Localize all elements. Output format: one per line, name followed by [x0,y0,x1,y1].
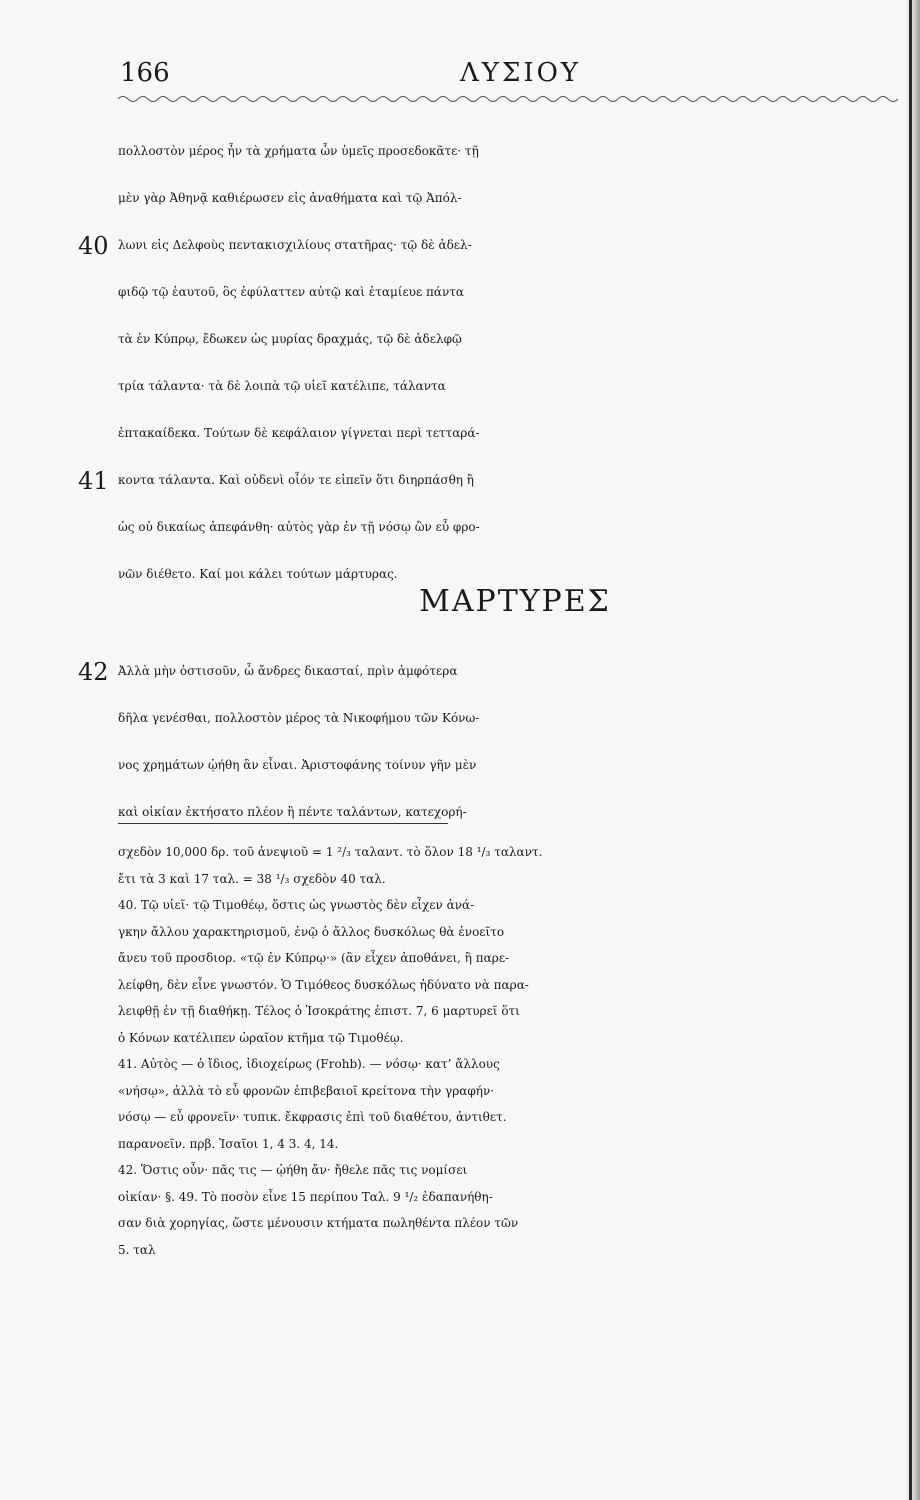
footnote-line: 40. Τῷ υἱεῖ· τῷ Τιμοθέῳ, ὅστις ὡς γνωστὸς δὲν εἶχεν ἀνά- [118,898,475,912]
main-text-continued [78,648,904,836]
footnote-line: νόσῳ — εὖ φρονεῖν· τυπικ. ἔκφρασις ἐπὶ τοῦ διαθέτου, ἀντιθετ. [118,1110,507,1124]
margin-number: 40 [78,232,109,260]
footnote-line: ὁ Κόνων κατέλιπεν ὡραῖον κτῆμα τῷ Τιμοθέῳ. [118,1030,404,1045]
text-line: φιδῷ τῷ ἑαυτοῦ, ὃς ἐφύλαττεν αὐτῷ καὶ ἐταμίευε πάντα [118,285,465,299]
text-line-content: λωνι εἰς Δελφοὺς πεντακισχιλίους στατῆρας· τῷ δὲ ἀδελ- [118,238,472,252]
text-line [78,222,904,269]
footnote-line: 41. Αὐτὸς — ὁ ἴδιος, ἰδιοχείρως (Frohb). — νόσῳ· κατ’ ἄλλους [118,1057,500,1071]
main-text [78,128,904,598]
page-edge [909,0,912,1500]
text-line: ὡς οὐ δικαίως ἀπεφάνθη· αὐτὸς γὰρ ἐν τῇ νόσῳ ὢν εὖ φρο- [118,520,480,534]
running-header [120,58,900,94]
footnote-line: ἔτι τὰ 3 καὶ 17 ταλ. = 38 ¹/₃ σχεδὸν 40 ταλ. [118,871,386,886]
text-line-content: Ἀλλὰ μὴν ὁστισοῦν, ὦ ἄνδρες δικασταί, πρὶν ἀμφότερα [118,664,458,678]
margin-number: 42 [78,658,109,686]
footnote-line: ἄνευ τοῦ προσδιορ. «τῷ ἐν Κύπρῳ·» (ἂν εἶχεν ἀποθάνει, ἢ παρε- [118,951,510,965]
footnote-line: σχεδὸν 10,000 δρ. τοῦ ἀνεψιοῦ = 1 ²/₃ ταλαντ. τὸ ὅλον 18 ¹/₃ ταλαντ. [118,845,543,859]
section-heading: ΜΑΡΤΥΡΕΣ [419,584,611,619]
footnote-line: «νήσῳ», ἀλλὰ τὸ εὖ φρονῶν ἐπιβεβαιοῖ κρείτονα τὴν γραφήν· [118,1083,495,1098]
margin-number: 41 [78,467,109,495]
footnote-line: 5. ταλ [118,1242,156,1257]
footnote-line: γκην ἄλλου χαρακτηρισμοῦ, ἐνῷ ὁ ἄλλος δυσκόλως θὰ ἐνοεῖτο [118,924,505,939]
text-line: τρία τάλαντα· τὰ δὲ λοιπὰ τῷ υἱεῖ κατέλιπε, τάλαντα [118,379,446,393]
text-line [78,648,904,695]
text-line: νος χρημάτων ᾠήθη ἂν εἶναι. Ἀριστοφάνης τοίνυν γῆν μὲν [118,758,477,772]
text-line: πολλοστὸν μέρος ἦν τὰ χρήματα ὧν ὑμεῖς προσεδοκᾶτε· τῇ [118,144,479,158]
text-line: μὲν γὰρ Ἀθηνᾷ καθιέρωσεν εἰς ἀναθήματα καὶ τῷ Ἀπόλ- [118,191,462,205]
running-title: ΛΥΣΙΟΥ [460,58,582,88]
footnote-line: παρανοεῖν. πρβ. Ἰσαῖοι 1, 4 3. 4, 14. [118,1136,339,1151]
footnote-line: λείφθη, δὲν εἶνε γνωστόν. Ὁ Τιμόθεος δυσκόλως ἠδύνατο νὰ παρα- [118,977,529,992]
footnote-line: λειφθῇ ἐν τῇ διαθήκῃ. Τέλος ὁ Ἰσοκράτης ἐπιστ. 7, 6 μαρτυρεῖ ὅτι [118,1004,520,1018]
text-line [78,457,904,504]
footnote-line: σαν διὰ χορηγίας, ὥστε μένουσιν κτήματα πωληθέντα πλέον τῶν [118,1216,519,1230]
text-line: τὰ ἐν Κύπρῳ, ἔδωκεν ὡς μυρίας δραχμάς, τῷ δὲ ἀδελφῷ [118,332,462,346]
footnotes [118,839,904,1263]
text-line: καὶ οἰκίαν ἐκτήσατο πλέον ἢ πέντε ταλάντων, κατεχορή- [118,805,467,819]
text-line: ἑπτακαίδεκα. Τούτων δὲ κεφάλαιον γίγνεται περὶ τετταρά- [118,426,480,440]
text-line: δῆλα γενέσθαι, πολλοστὸν μέρος τὰ Νικοφήμου τῶν Κόνω- [118,711,480,725]
footnote-line: 42. Ὅστις οὖν· πᾶς τις — ᾠήθη ἄν· ἤθελε πᾶς τις νομίσει [118,1163,468,1177]
text-line: νῶν διέθετο. Καί μοι κάλει τούτων μάρτυρας. [118,567,398,581]
footnote-line: οἰκίαν· §. 49. Τὸ ποσὸν εἶνε 15 περίπου Ταλ. 9 ¹/₂ ἐδαπανήθη- [118,1189,493,1204]
footnote-rule [118,823,448,824]
text-line-content: κοντα τάλαντα. Καὶ οὐδενὶ οἷόν τε εἰπεῖν ὅτι διηρπάσθη ἢ [118,473,474,487]
header-rule [118,94,898,104]
page-number: 166 [120,58,170,88]
